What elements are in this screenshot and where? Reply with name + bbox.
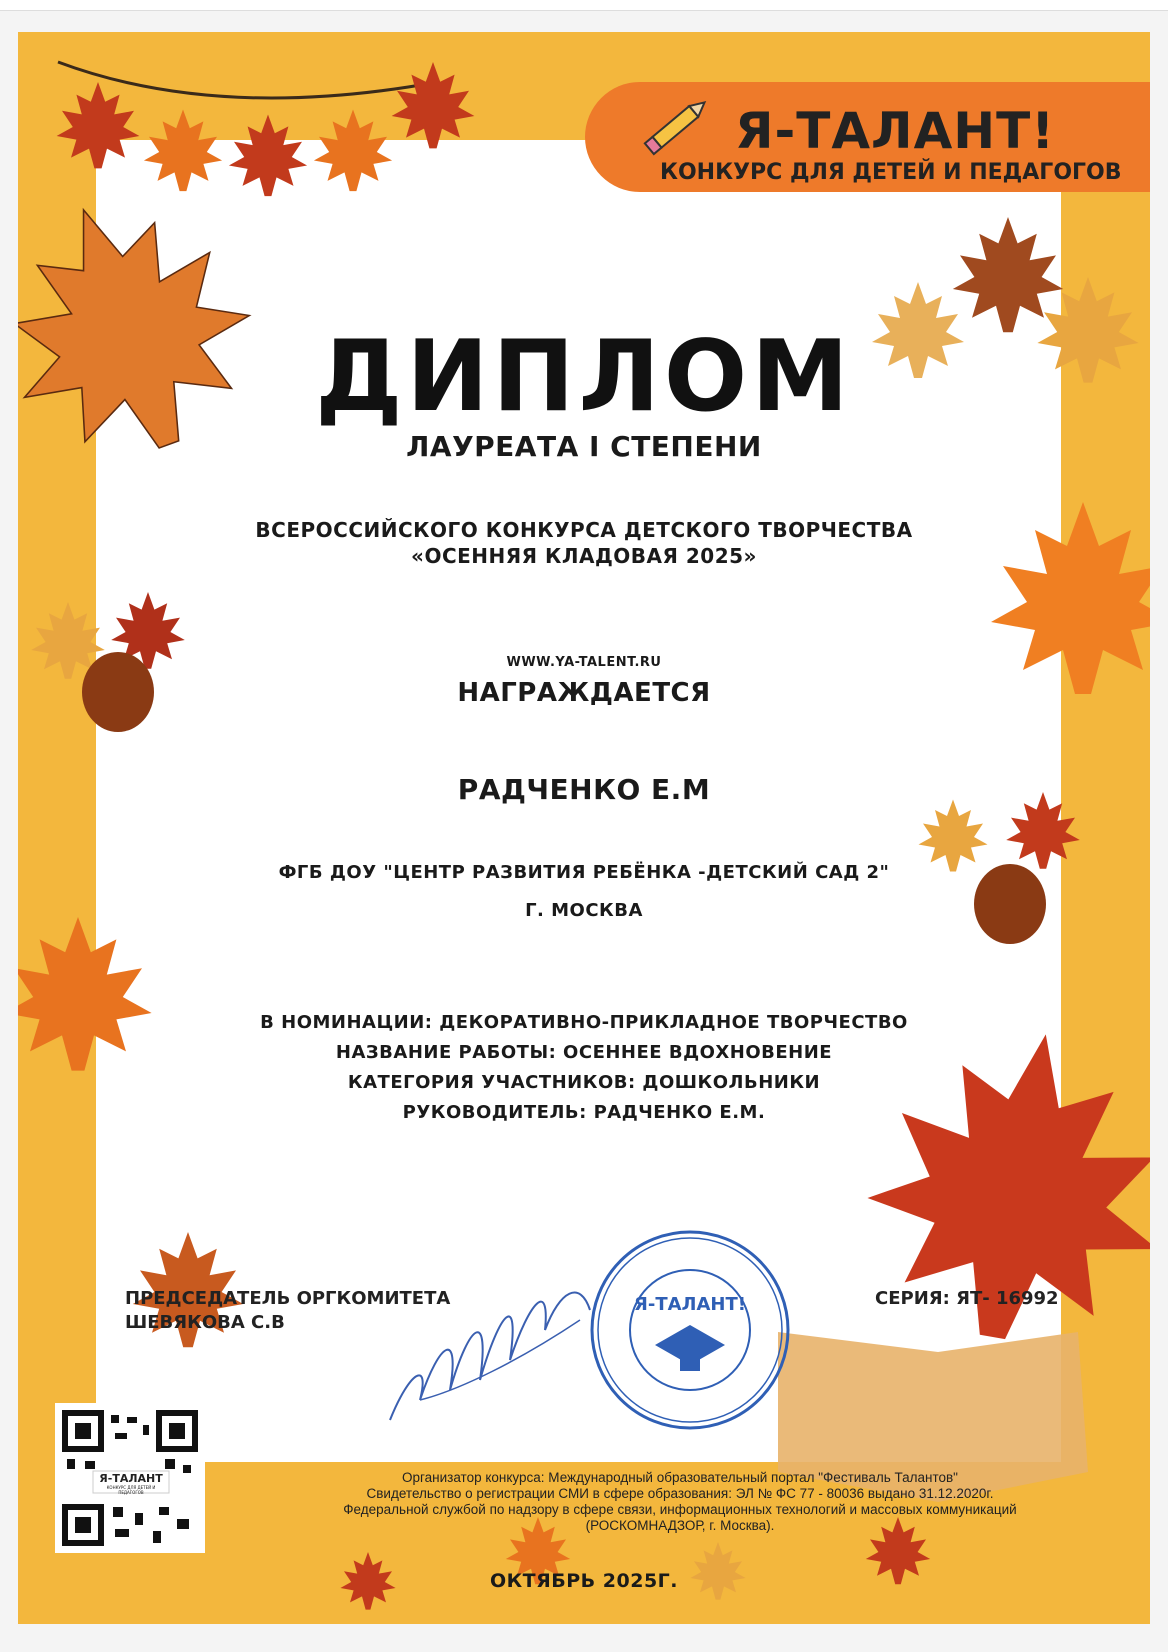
- footer-registration: Свидетельство о регистрации СМИ в сфере образования: ЭЛ № ФС 77 - 80036 выдано 31.12.2020г.: [366, 1486, 994, 1501]
- stamp-center-text: Я-ТАЛАНТ!: [634, 1294, 746, 1315]
- viewer-top-bar: [0, 0, 1168, 11]
- work-title: НАЗВАНИЕ РАБОТЫ: ОСЕННЕЕ ВДОХНОВЕНИЕ: [335, 1042, 833, 1063]
- signature: [380, 1250, 610, 1440]
- brand-subtitle: КОНКУРС ДЛЯ ДЕТЕЙ И ПЕДАГОГОВ: [660, 160, 1122, 185]
- recipient-name: РАДЧЕНКО Е.М: [457, 773, 711, 806]
- contest-name-line1: ВСЕРОССИЙСКОГО КОНКУРСА ДЕТСКОГО ТВОРЧЕСТВА: [255, 518, 913, 542]
- contest-name-line2: «ОСЕННЯЯ КЛАДОВАЯ 2025»: [411, 544, 757, 568]
- institution-name: ФГБ ДОУ "ЦЕНТР РАЗВИТИЯ РЕБЁНКА -ДЕТСКИЙ САД 2": [278, 862, 890, 883]
- nomination: В НОМИНАЦИИ: ДЕКОРАТИВНО-ПРИКЛАДНОЕ ТВОРЧЕСТВО: [260, 1012, 908, 1033]
- chair-label: ПРЕДСЕДАТЕЛЬ ОРГКОМИТЕТА: [125, 1288, 451, 1309]
- footer-organizer: Организатор конкурса: Международный образовательный портал "Фестиваль Талантов": [402, 1470, 958, 1485]
- issue-date: ОКТЯБРЬ 2025Г.: [490, 1570, 678, 1592]
- city: Г. МОСКВА: [525, 900, 643, 921]
- footer-authority: Федеральной службой по надзору в сфере связи, информационных технологий и массовых коммуникаций: [343, 1502, 1017, 1517]
- website-link[interactable]: WWW.YA-TALENT.RU: [506, 655, 662, 670]
- brand-title: Я-ТАЛАНТ!: [735, 102, 1056, 160]
- awarded-label: НАГРАЖДАЕТСЯ: [457, 678, 711, 708]
- qr-label: Я-ТАЛАНТ: [99, 1472, 163, 1485]
- diploma-title: ДИПЛОМ: [315, 320, 853, 434]
- diploma-degree: ЛАУРЕАТА I СТЕПЕНИ: [406, 430, 762, 463]
- qr-sublabel: КОНКУРС ДЛЯ ДЕТЕЙ И ПЕДАГОГОВ: [106, 1485, 156, 1495]
- footer-authority-name: (РОСКОМНАДЗОР, г. Москва).: [585, 1518, 775, 1533]
- participant-category: КАТЕГОРИЯ УЧАСТНИКОВ: ДОШКОЛЬНИКИ: [347, 1072, 821, 1093]
- organization-stamp: [585, 1225, 795, 1435]
- series-number: СЕРИЯ: ЯТ- 16992: [875, 1288, 1059, 1309]
- supervisor: РУКОВОДИТЕЛЬ: РАДЧЕНКО Е.М.: [402, 1102, 766, 1123]
- pencil-icon: [640, 88, 720, 158]
- qr-code[interactable]: [55, 1403, 205, 1553]
- chair-name: ШЕВЯКОВА С.В: [125, 1312, 285, 1333]
